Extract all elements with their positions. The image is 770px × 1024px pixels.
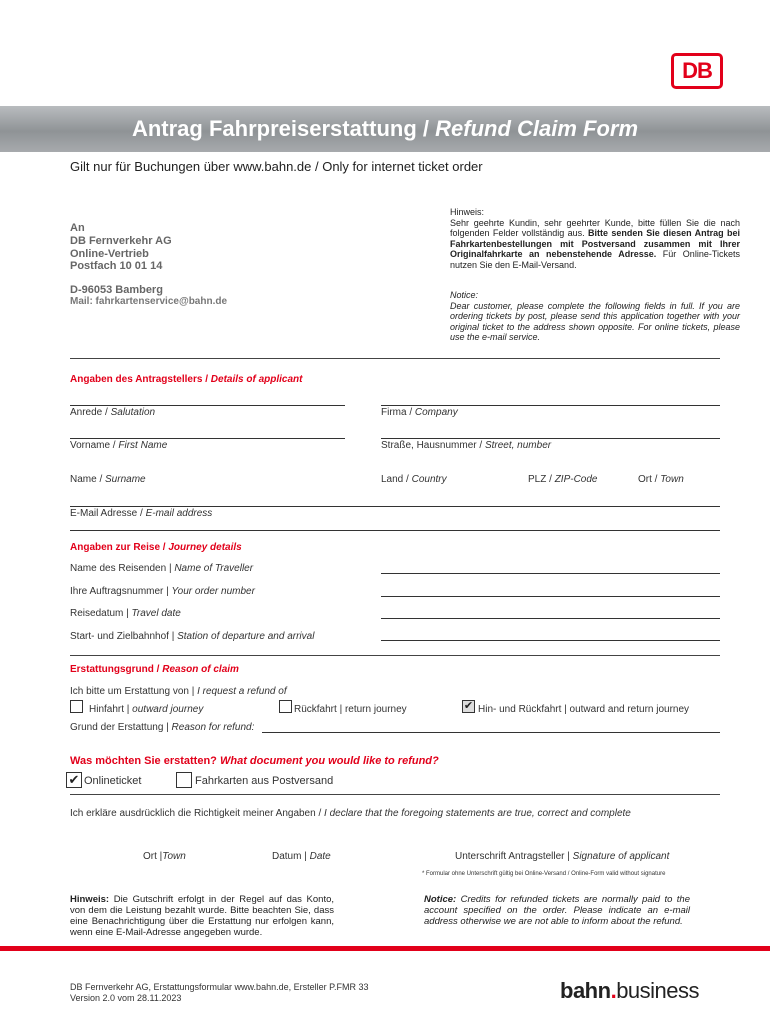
address-department: Online-Vertrieb (70, 248, 149, 260)
page-title (0, 106, 770, 152)
stations-line[interactable] (381, 640, 720, 641)
order-label: Ihre Auftragsnummer | Your order number (70, 586, 255, 597)
notice-de-title: Hinweis: (450, 207, 485, 217)
zip-label: PLZ / ZIP-Code (528, 474, 598, 485)
company-label: Firma / Company (381, 407, 458, 418)
date-line[interactable] (381, 618, 720, 619)
stations-label: Start- und Zielbahnhof | Station of departure and arrival (70, 631, 315, 642)
outward-return-checkbox[interactable]: ✔ (463, 700, 474, 712)
journey-heading: Angaben zur Reise / Journey details (70, 542, 242, 553)
return-label: Rückfahrt | return journey (294, 704, 407, 715)
return-checkbox[interactable] (279, 700, 292, 713)
surname-label: Name / Surname (70, 474, 146, 485)
sig-date-label: Datum | Date (272, 851, 331, 862)
outward-label: Hinfahrt | outward journey (89, 704, 204, 715)
divider (70, 794, 720, 795)
reason-heading: Erstattungsgrund / Reason of claim (70, 664, 239, 675)
page-title-de: Antrag Fahrpreiserstattung / (131, 116, 429, 141)
footer-line2: Version 2.0 vom 28.11.2023 (70, 993, 182, 1003)
refund-reason-line[interactable] (262, 732, 720, 733)
notice-de-text2: Für Online-Tickets nutzen Sie den E-Mail-Versand. (450, 249, 740, 270)
firstname-line[interactable] (70, 438, 345, 439)
notice-de-bold: Bitte senden Sie diesen Antrag bei Fahrkartenbestellungen mit Postversand zusammen mit Ihrer Originalfahrkarte an nebenstehende Adresse. (450, 228, 740, 260)
country-label: Land / Country (381, 474, 447, 485)
outward-checkbox[interactable] (70, 700, 83, 713)
salutation-line[interactable] (70, 405, 345, 406)
notice-de-text1: Sehr geehrte Kundin, sehr geehrter Kunde, bitte füllen Sie die nach folgenden Felder vollständig aus. (450, 217, 740, 239)
page-title-en: Refund Claim Form (435, 116, 639, 141)
signature-note: * Formular ohne Unterschrift gültig bei Online-Versand / Online-Form valid without signature (422, 871, 666, 877)
notice-en-text: Dear customer, please complete the following fields in full. If you are ordering tickets by post, please send this application together with your original ticket to the address shown opposite. For online tickets, please use the e-mail service. (450, 300, 740, 343)
hint-en: Notice: Credits for refunded tickets are normally paid to the account specified on the order. Please indicate an e-mail address otherwise we are not able to inform about the refund. (424, 894, 690, 927)
outward-return-label: Hin- und Rückfahrt | outward and return journey (478, 704, 690, 715)
footer-text (70, 982, 368, 1004)
email-label: E-Mail Adresse / E-mail address (70, 508, 213, 519)
street-line[interactable] (381, 438, 720, 439)
footer-line1: DB Fernverkehr AG, Erstattungsformular www.bahn.de, Ersteller P.FMR 33 (70, 982, 369, 992)
sig-signature-label: Unterschrift Antragsteller | Signature of applicant (455, 851, 670, 862)
town-label: Ort / Town (638, 474, 684, 485)
address-mail: Mail: fahrkartenservice@bahn.de (70, 296, 228, 307)
declaration: Ich erkläre ausdrücklich die Richtigkeit meiner Angaben / I declare that the foregoing statements are true, correct and complete (70, 808, 631, 819)
notice-en-title: Notice: (450, 290, 479, 300)
order-line[interactable] (381, 596, 720, 597)
email-line[interactable] (70, 530, 720, 531)
address-company: DB Fernverkehr AG (70, 235, 172, 247)
applicant-heading-en: Details of applicant (210, 374, 303, 385)
traveller-label: Name des Reisenden | Name of Traveller (70, 563, 254, 574)
onlineticket-label: Onlineticket (84, 775, 142, 787)
address-city: D-96053 Bamberg (70, 284, 163, 296)
applicant-heading (70, 374, 302, 385)
footer-rule (0, 946, 770, 951)
applicant-heading-de: Angaben des Antragstellers / (70, 374, 208, 385)
firstname-label: Vorname / First Name (70, 440, 168, 451)
onlineticket-checkbox[interactable]: ✔ (66, 772, 82, 788)
postal-checkbox[interactable] (176, 772, 192, 788)
company-line[interactable] (381, 405, 720, 406)
street-label: Straße, Hausnummer / Street, number (381, 440, 552, 451)
request-label: Ich bitte um Erstattung von | I request a refund of (70, 686, 287, 697)
traveller-line[interactable] (381, 573, 720, 574)
sig-place-label: Ort |Town (143, 851, 186, 862)
address-pobox: Postfach 10 01 14 (70, 260, 163, 272)
salutation-label: Anrede / Salutation (70, 407, 156, 418)
bahn-business-logo: bahn.business (560, 978, 700, 1003)
notice-de (450, 207, 740, 271)
date-label: Reisedatum | Travel date (70, 608, 181, 619)
refund-question: Was möchten Sie erstatten? What document you would like to refund? (70, 755, 439, 767)
surname-address-line[interactable] (70, 506, 720, 507)
divider (70, 655, 720, 656)
hint-de: Hinweis: Die Gutschrift erfolgt in der Regel auf das Konto, von dem die Leistung bezahlt wurde. Bitte beachten Sie, dass eine Benachrichtigung über die Erstattung nur erfolgen kann, wenn eine E-Mail-Adresse angegeben wurde. (70, 894, 335, 938)
subtitle: Gilt nur für Buchungen über www.bahn.de / Only for internet ticket order (70, 159, 483, 174)
postal-label: Fahrkarten aus Postversand (195, 775, 334, 787)
db-logo: DB (671, 53, 723, 89)
address-to: An (70, 222, 85, 234)
refund-reason-label: Grund der Erstattung | Reason for refund: (70, 722, 255, 733)
divider (70, 358, 720, 359)
notice-en (450, 290, 740, 343)
